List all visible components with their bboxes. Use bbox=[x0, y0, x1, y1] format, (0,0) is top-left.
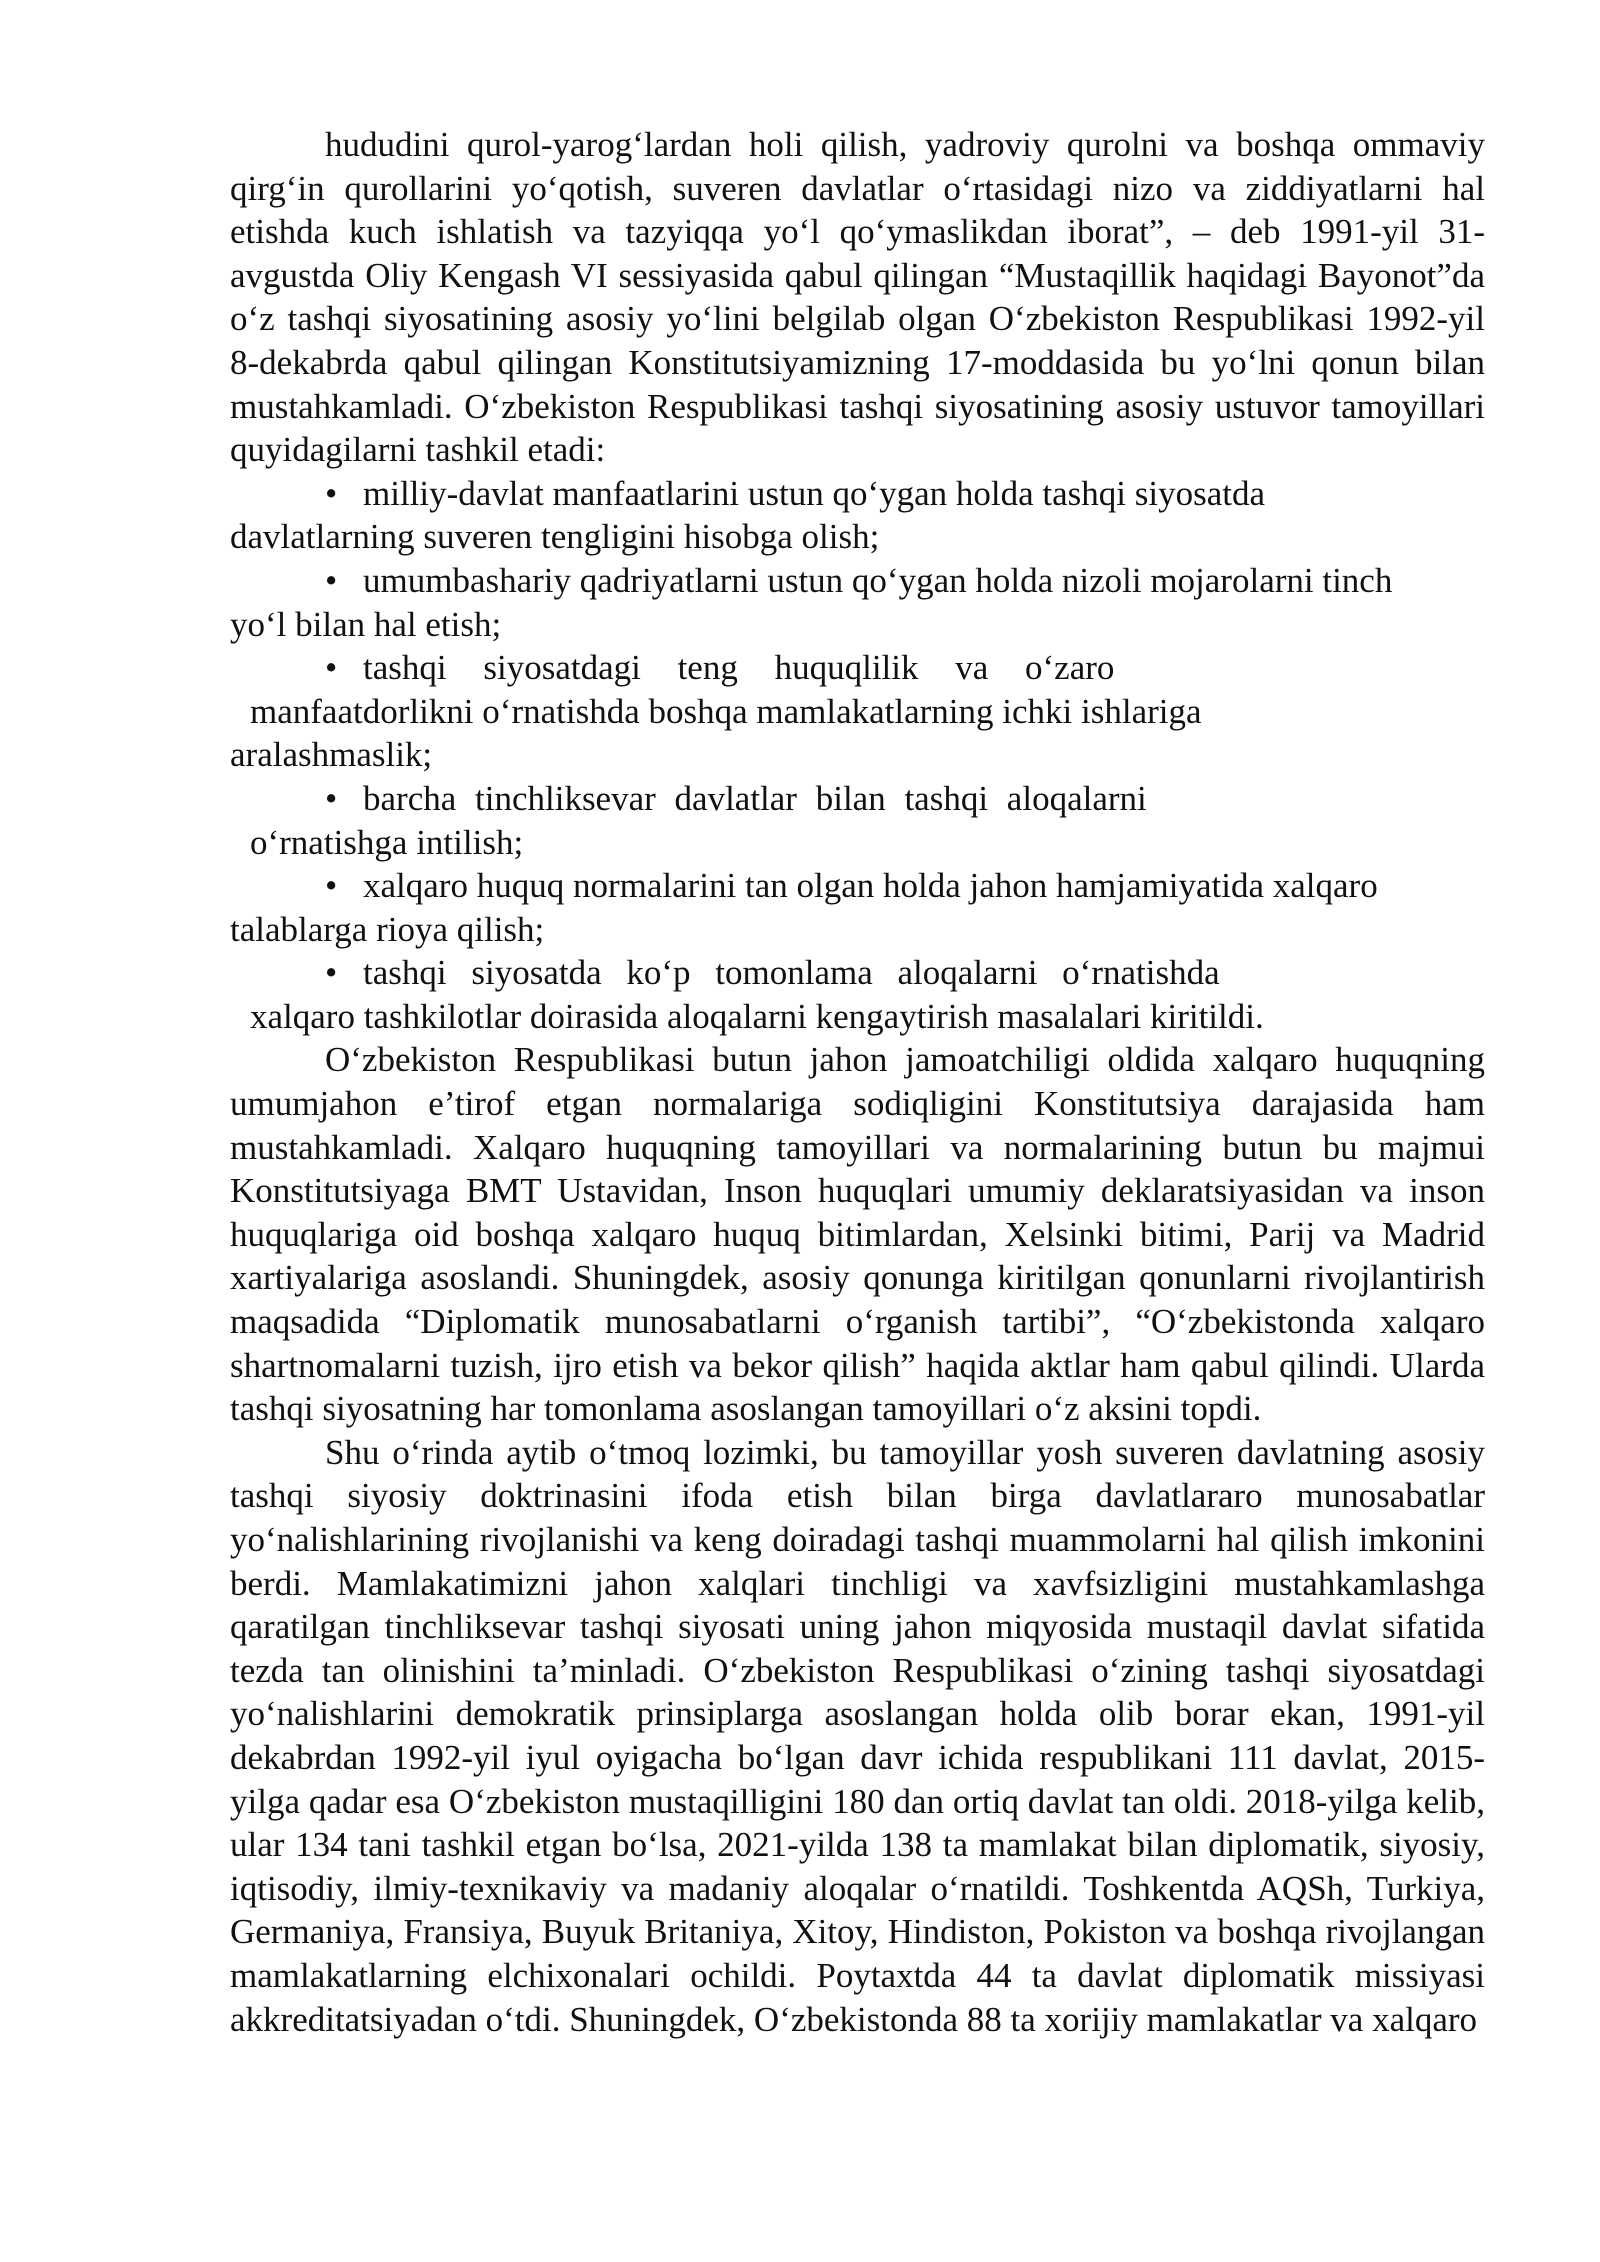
paragraph-1: hududini qurol-yarog‘lardan holi qilish, yadroviy qurolni va boshqa ommaviy qirg‘in qurollarini yo‘qotish, suveren davlatlar o‘rtasidagi nizo va ziddiyatlarni hal etishda kuch ishlatish va tazyiqqa yo‘l qo‘ymaslikdan iborat”, – deb 1991-yil 31-avgustda Oliy Kengash VI sessiyasida qabul qilingan “Mustaqillik haqidagi Bayonot”da o‘z tashqi siyosatining asosiy yo‘lini belgilab olgan O‘zbekiston Respublikasi 1992-yil 8-dekabrda qabul qilingan Konstitutsiyamizning 17-moddasida bu yo‘lni qonun bilan mustahkamladi. O‘zbekiston Respublikasi tashqi siyosatining asosiy ustuvor tamoyillari quyidagilarni tashkil etadi: bbox=[230, 125, 1485, 470]
bullet-icon: • bbox=[325, 648, 338, 688]
bullet-continuation: yo‘l bilan hal etish; bbox=[230, 604, 502, 644]
bullet-item-6 bbox=[230, 951, 1485, 995]
bullet-item-5 bbox=[230, 864, 1485, 908]
bullet-continuation: xalqaro tashkilotlar doirasida aloqalarni kengaytirish masalalari kiritildi. bbox=[250, 996, 1264, 1036]
bullet-item-4 bbox=[230, 777, 1485, 821]
bullet-item-2 bbox=[230, 559, 1485, 603]
bullet-icon: • bbox=[325, 778, 338, 818]
bullet-text: barcha tinchliksevar davlatlar bilan tashqi aloqalarni bbox=[363, 778, 1147, 818]
bullet-continuation: talablarga rioya qilish; bbox=[230, 909, 545, 949]
bullet-text: umumbashariy qadriyatlarni ustun qo‘ygan holda nizoli mojarolarni tinch bbox=[363, 560, 1393, 600]
bullet-continuation: davlatlarning suveren tengligini hisobga olish; bbox=[230, 517, 880, 557]
bullet-text: tashqi siyosatda ko‘p tomonlama aloqalarni o‘rnatishda bbox=[363, 953, 1220, 993]
bullet-icon: • bbox=[325, 953, 338, 993]
bullet-item-3 bbox=[230, 646, 1485, 690]
bullet-continuation: o‘rnatishga intilish; bbox=[250, 822, 524, 862]
bullet-icon: • bbox=[325, 473, 338, 513]
bullet-text: xalqaro huquq normalarini tan olgan holda jahon hamjamiyatida xalqaro bbox=[363, 866, 1378, 906]
bullet-continuation: manfaatdorlikni o‘rnatishda boshqa mamlakatlarning ichki ishlariga bbox=[250, 691, 1202, 731]
paragraph-3: Shu o‘rinda aytib o‘tmoq lozimki, bu tamoyillar yosh suveren davlatning asosiy tashqi siyosiy doktrinasini ifoda etish bilan birga davlatlararo munosabatlar yo‘nalishlarining rivojlanishi va keng doiradagi tashqi muammolarni hal qilish imkonini berdi. Mamlakatimizni jahon xalqlari tinchligi va xavfsizligini mustahkamlashga qaratilgan tinchliksevar tashqi siyosati uning jahon miqyosida mustaqil davlat sifatida tezda tan olinishini ta’minladi. O‘zbekiston Respublikasi o‘zining tashqi siyosatdagi yo‘nalishlarini demokratik prinsiplarga asoslangan holda olib borar ekan, 1991-yil dekabrdan 1992-yil iyul oyigacha bo‘lgan davr ichida respublikani 111 davlat, 2015-yilga qadar esa O‘zbekiston mustaqilligini 180 dan ortiq davlat tan oldi. 2018-yilga kelib, ular 134 tani tashkil etgan bo‘lsa, 2021-yilda 138 ta mamlakat bilan diplomatik, siyosiy, iqtisodiy, ilmiy-texnikaviy va madaniy aloqalar o‘rnatildi. Toshkentda AQSh, Turkiya, Germaniya, Fransiya, Buyuk Britaniya, Xitoy, Hindiston, Pokiston va boshqa rivojlangan mamlakatlarning elchixonalari ochildi. Poytaxtda 44 ta davlat diplomatik missiyasi akkreditatsiyadan o‘tdi. Shuningdek, O‘zbekistonda 88 ta xorijiy mamlakatlar va xalqaro bbox=[230, 1432, 1485, 2039]
document-page bbox=[230, 123, 1485, 2041]
bullet-text: tashqi siyosatdagi teng huquqlilik va o‘zaro bbox=[363, 648, 1115, 688]
paragraph-2: O‘zbekiston Respublikasi butun jahon jamoatchiligi oldida xalqaro huquqning umumjahon e’tirof etgan normalariga sodiqligini Konstitutsiya darajasida ham mustahkamladi. Xalqaro huquqning tamoyillari va normalarining butun bu majmui Konstitutsiyaga BMT Ustavidan, Inson huquqlari umumiy deklaratsiyasidan va inson huquqlariga oid boshqa xalqaro huquq bitimlardan, Xelsinki bitimi, Parij va Madrid xartiyalariga asoslandi. Shuningdek, asosiy qonunga kiritilgan qonunlarni rivojlantirish maqsadida “Diplomatik munosabatlarni o‘rganish tartibi”, “O‘zbekistonda xalqaro shartnomalarni tuzish, ijro etish va bekor qilish” haqida aktlar ham qabul qilindi. Ularda tashqi siyosatning har tomonlama asoslangan tamoyillari o‘z aksini topdi. bbox=[230, 1040, 1485, 1429]
bullet-icon: • bbox=[325, 560, 338, 600]
bullet-item-1 bbox=[230, 472, 1485, 516]
bullet-icon: • bbox=[325, 866, 338, 906]
bullet-continuation: aralashmaslik; bbox=[230, 735, 433, 775]
bullet-text: milliy-davlat manfaatlarini ustun qo‘ygan holda tashqi siyosatda bbox=[363, 473, 1266, 513]
